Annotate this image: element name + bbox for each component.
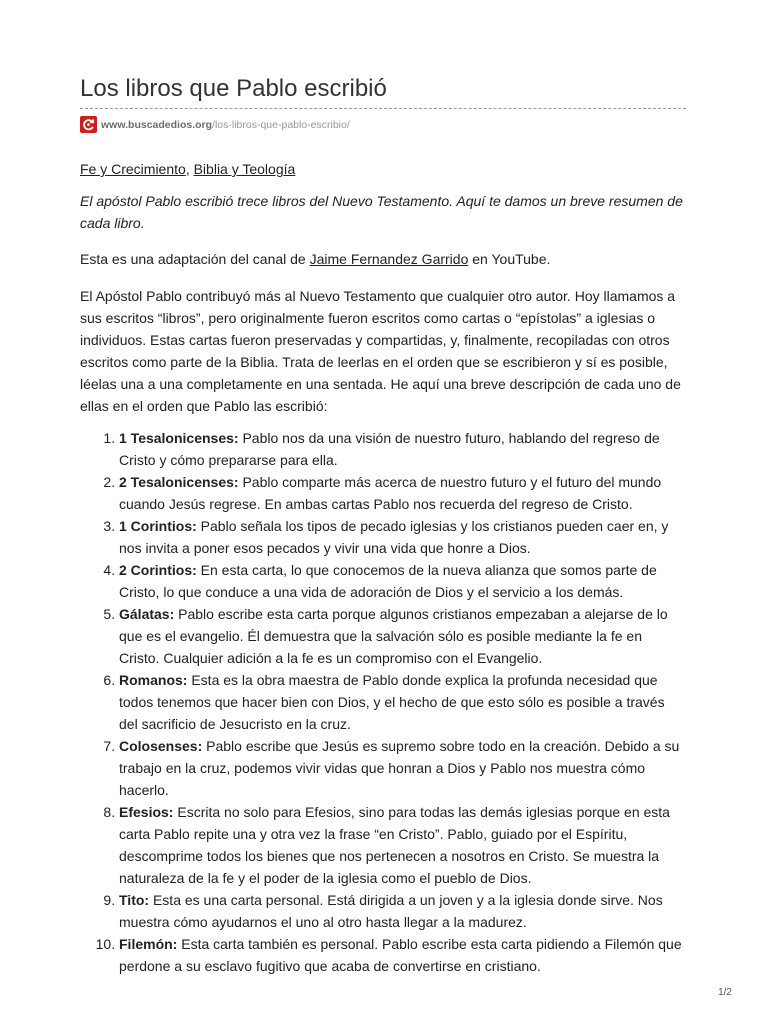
- lead-paragraph: El apóstol Pablo escribió trece libros del Nuevo Testamento. Aquí te damos un breve resumen de cada libro.: [80, 193, 683, 231]
- adaptation-text-after: en YouTube.: [468, 251, 551, 267]
- book-description: Esta es una carta personal. Está dirigida a un joven y a la iglesia donde sirve. Nos muestra cómo ayudarnos el uno al otro hasta llegar a la madurez.: [119, 892, 663, 930]
- category-link-fe-y-crecimiento[interactable]: Fe y Crecimiento: [80, 161, 186, 177]
- book-description: En esta carta, lo que conocemos de la nueva alianza que somos parte de Cristo, lo que conduce a una vida de adoración de Dios y el servicio a los demás.: [119, 562, 657, 600]
- adaptation-text-before: Esta es una adaptación del canal de: [80, 251, 310, 267]
- source-domain[interactable]: www.buscadedios.org: [101, 118, 213, 131]
- document-page: [80, 0, 686, 977]
- book-description: Pablo nos da una visión de nuestro futuro, hablando del regreso de Cristo y cómo prepararse para ella.: [119, 430, 660, 468]
- list-item: [119, 559, 686, 603]
- page-number: 1/2: [718, 987, 732, 998]
- author-channel-link[interactable]: Jaime Fernandez Garrido: [309, 251, 469, 267]
- book-name: Tito:: [119, 892, 150, 908]
- adaptation-paragraph: [80, 248, 686, 270]
- title-divider: [80, 108, 686, 109]
- book-name: Romanos:: [119, 672, 188, 688]
- book-description: Pablo comparte más acerca de nuestro futuro y el futuro del mundo cuando Jesús regrese. En ambas cartas Pablo nos recuerda del regreso de Cristo.: [119, 474, 662, 512]
- list-item: [119, 933, 686, 977]
- books-list: [80, 427, 686, 977]
- book-name: Gálatas:: [119, 606, 175, 622]
- list-item: [119, 735, 686, 801]
- book-name: Efesios:: [119, 804, 174, 820]
- book-name: 2 Corintios:: [119, 562, 197, 578]
- source-line: [80, 116, 686, 133]
- book-description: Pablo señala los tipos de pecado iglesias y los cristianos pueden caer en, y nos invita a poner esos pecados y vivir una vida que honre a Dios.: [119, 518, 669, 556]
- site-logo-icon: [80, 116, 97, 133]
- book-description: Esta es la obra maestra de Pablo donde explica la profunda necesidad que todos tenemos que hacer bien con Dios, y el hecho de que esto sólo es posible a través del sacrificio de Jesucristo en la cruz.: [119, 672, 665, 732]
- book-description: Pablo escribe que Jesús es supremo sobre todo en la creación. Debido a su trabajo en la cruz, podemos vivir vidas que honran a Dios y Pablo nos muestra cómo hacerlo.: [119, 738, 680, 798]
- list-item: [119, 515, 686, 559]
- intro-paragraph: El Apóstol Pablo contribuyó más al Nuevo Testamento que cualquier otro autor. Hoy llamamos a sus escritos “libros”, pero originalmente fueron escritos como cartas o “epístolas” a iglesias o individuos. Estas cartas fueron preservadas y compartidas, y, finalmente, recopiladas con otros escritos como parte de la Biblia. Trata de leerlas en el orden que se escribieron y sí es posible, léelas una a una completamente en una sentada. He aquí una breve descripción de cada uno de ellas en el orden que Pablo las escribió:: [80, 288, 681, 414]
- list-item: [119, 471, 686, 515]
- book-description: Pablo escribe esta carta porque algunos cristianos empezaban a alejarse de lo que es el evangelio. Él demuestra que la salvación sólo es posible mediante la fe en Cristo. Cualquier adición a la fe es un compromiso con el Evangelio.: [119, 606, 668, 666]
- list-item: [119, 889, 686, 933]
- categories: [80, 159, 686, 179]
- source-path[interactable]: /los-libros-que-pablo-escribio/: [212, 118, 350, 131]
- book-name: Colosenses:: [119, 738, 203, 754]
- book-name: 1 Tesalonicenses:: [119, 430, 239, 446]
- book-name: 1 Corintios:: [119, 518, 197, 534]
- book-description: Escrita no solo para Efesios, sino para todas las demás iglesias porque en esta carta Pablo repite una y otra vez la frase “en Cristo”. Pablo, guiado por el Espíritu, descomprime todos los bienes que nos pertenecen a nosotros en Cristo. Se muestra la naturaleza de la fe y el poder de la iglesia como el pueblo de Dios.: [119, 804, 670, 886]
- book-description: Esta carta también es personal. Pablo escribe esta carta pidiendo a Filemón que perdone a su esclavo fugitivo que acaba de convertirse en cristiano.: [119, 936, 682, 974]
- list-item: [119, 801, 686, 889]
- category-link-biblia-y-teologia[interactable]: Biblia y Teología: [193, 161, 296, 177]
- list-item: [119, 603, 686, 669]
- list-item: [119, 427, 686, 471]
- list-item: [119, 669, 686, 735]
- book-name: 2 Tesalonicenses:: [119, 474, 239, 490]
- book-name: Filemón:: [119, 936, 178, 952]
- category-separator: ,: [185, 161, 194, 177]
- page-title: Los libros que Pablo escribió: [80, 75, 387, 102]
